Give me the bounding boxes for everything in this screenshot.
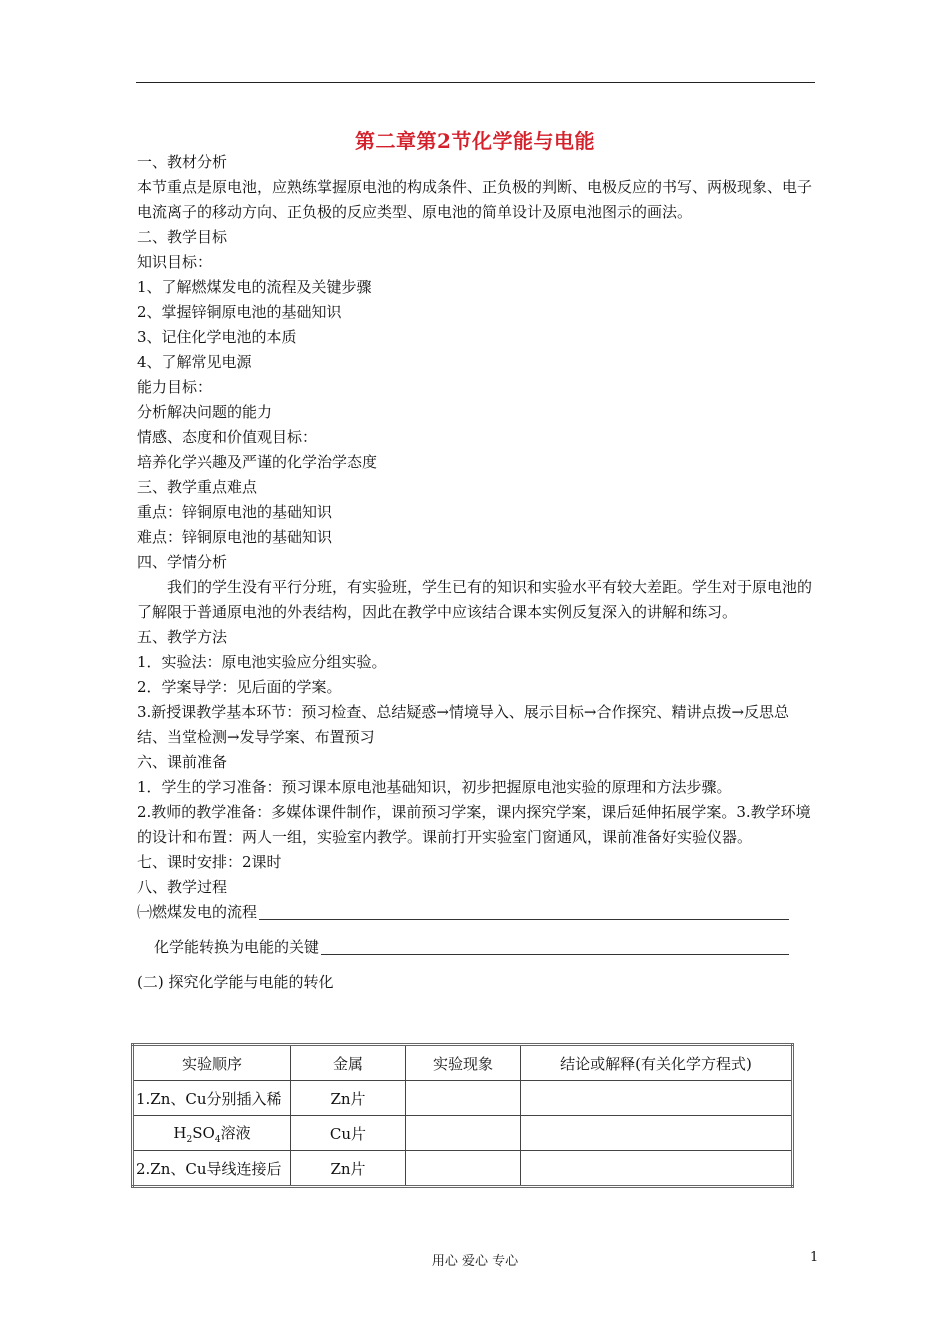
metal-cell: Zn片 xyxy=(291,1081,406,1116)
step-cell: 2.Zn、Cu导线连接后 xyxy=(133,1151,291,1187)
header-cell: 结论或解释(有关化学方程式) xyxy=(521,1045,793,1081)
fill-in-line xyxy=(137,900,789,925)
label: 知识目标： xyxy=(137,253,213,271)
paragraph: 培养化学兴趣及严谨的化学治学态度 xyxy=(137,453,378,471)
section-heading: 一、教材分析 xyxy=(137,153,228,171)
header-cell: 实验顺序 xyxy=(133,1045,291,1081)
blank-underline xyxy=(259,919,789,920)
section-heading: 五、教学方法 xyxy=(137,628,228,646)
observation-cell[interactable] xyxy=(406,1116,521,1151)
list-item: 2.教师的教学准备：多媒体课件制作，课前预习学案，课内探究学案，课后延伸拓展学案。3.教学环境的设计和布置：两人一组，实验室内教学。课前打开实验室门窗通风，课前准备好实验仪器。 xyxy=(137,803,811,846)
label: 能力目标： xyxy=(137,378,213,396)
section-heading: 二、教学目标 xyxy=(137,228,228,246)
section-heading: 三、教学重点难点 xyxy=(137,478,258,496)
metal-cell: Cu片 xyxy=(291,1116,406,1151)
step-cell: $H_2SO_4$溶液 xyxy=(133,1116,291,1151)
fill-in-line xyxy=(137,935,789,960)
section-heading: 六、课前准备 xyxy=(137,753,228,771)
paragraph: 我们的学生没有平行分班，有实验班，学生已有的知识和实验水平有较大差距。学生对于原电池的了解限于普通原电池的外表结构，因此在教学中应该结合课本实例反复深入的讲解和练习。 xyxy=(137,578,813,621)
section-heading: 七、课时安排：2课时 xyxy=(137,853,282,871)
section-heading: 四、学情分析 xyxy=(137,553,228,571)
conclusion-cell[interactable] xyxy=(521,1151,793,1187)
header-cell: 金属 xyxy=(291,1045,406,1081)
key-point: 重点：锌铜原电池的基础知识 xyxy=(137,503,333,521)
fill-label: 化学能转换为电能的关键 xyxy=(154,938,320,956)
table-row xyxy=(133,1081,793,1116)
list-item: 2、掌握锌铜原电池的基础知识 xyxy=(137,303,342,321)
list-item: 3.新授课教学基本环节：预习检查、总结疑惑→情境导入、展示目标→合作探究、精讲点拨→反思总结、当堂检测→发导学案、布置预习 xyxy=(137,703,790,746)
list-item: 1．实验法：原电池实验应分组实验。 xyxy=(137,653,387,671)
list-item: 2．学案导学：见后面的学案。 xyxy=(137,678,342,696)
conclusion-cell[interactable] xyxy=(521,1081,793,1116)
document-body xyxy=(137,150,817,995)
section-heading: 八、教学过程 xyxy=(137,878,228,896)
footer-slogan: 用心 爱心 专心 xyxy=(431,1254,519,1269)
list-item: 1、了解燃煤发电的流程及关键步骤 xyxy=(137,278,372,296)
conclusion-cell[interactable] xyxy=(521,1116,793,1151)
difficult-point: 难点：锌铜原电池的基础知识 xyxy=(137,528,333,546)
observation-cell[interactable] xyxy=(406,1151,521,1187)
label: 情感、态度和价值观目标： xyxy=(137,428,318,446)
list-item: 3、记住化学电池的本质 xyxy=(137,328,297,346)
list-item: 4、了解常见电源 xyxy=(137,353,252,371)
paragraph: 本节重点是原电池，应熟练掌握原电池的构成条件、正负极的判断、电极反应的书写、两极现象、电子电流离子的移动方向、正负极的反应类型、原电池的简单设计及原电池图示的画法。 xyxy=(137,178,813,221)
observation-cell[interactable] xyxy=(406,1081,521,1116)
blank-underline xyxy=(321,954,789,955)
header-cell: 实验现象 xyxy=(406,1045,521,1081)
experiment-table xyxy=(131,1043,794,1188)
page-title: 第二章第2节化学能与电能 xyxy=(355,129,595,153)
metal-cell: Zn片 xyxy=(291,1151,406,1187)
table-row xyxy=(133,1116,793,1151)
table-row xyxy=(133,1151,793,1187)
fill-label: ㈠燃煤发电的流程 xyxy=(137,903,258,921)
paragraph: 分析解决问题的能力 xyxy=(137,403,273,421)
header-rule xyxy=(136,82,815,83)
table-header-row xyxy=(133,1045,793,1081)
step-cell: 1.Zn、Cu分别插入稀 xyxy=(133,1081,291,1116)
page-number: 1 xyxy=(810,1250,819,1265)
list-item: 1．学生的学习准备：预习课本原电池基础知识，初步把握原电池实验的原理和方法步骤。 xyxy=(137,778,732,796)
subsection-heading: (二) 探究化学能与电能的转化 xyxy=(137,973,334,991)
